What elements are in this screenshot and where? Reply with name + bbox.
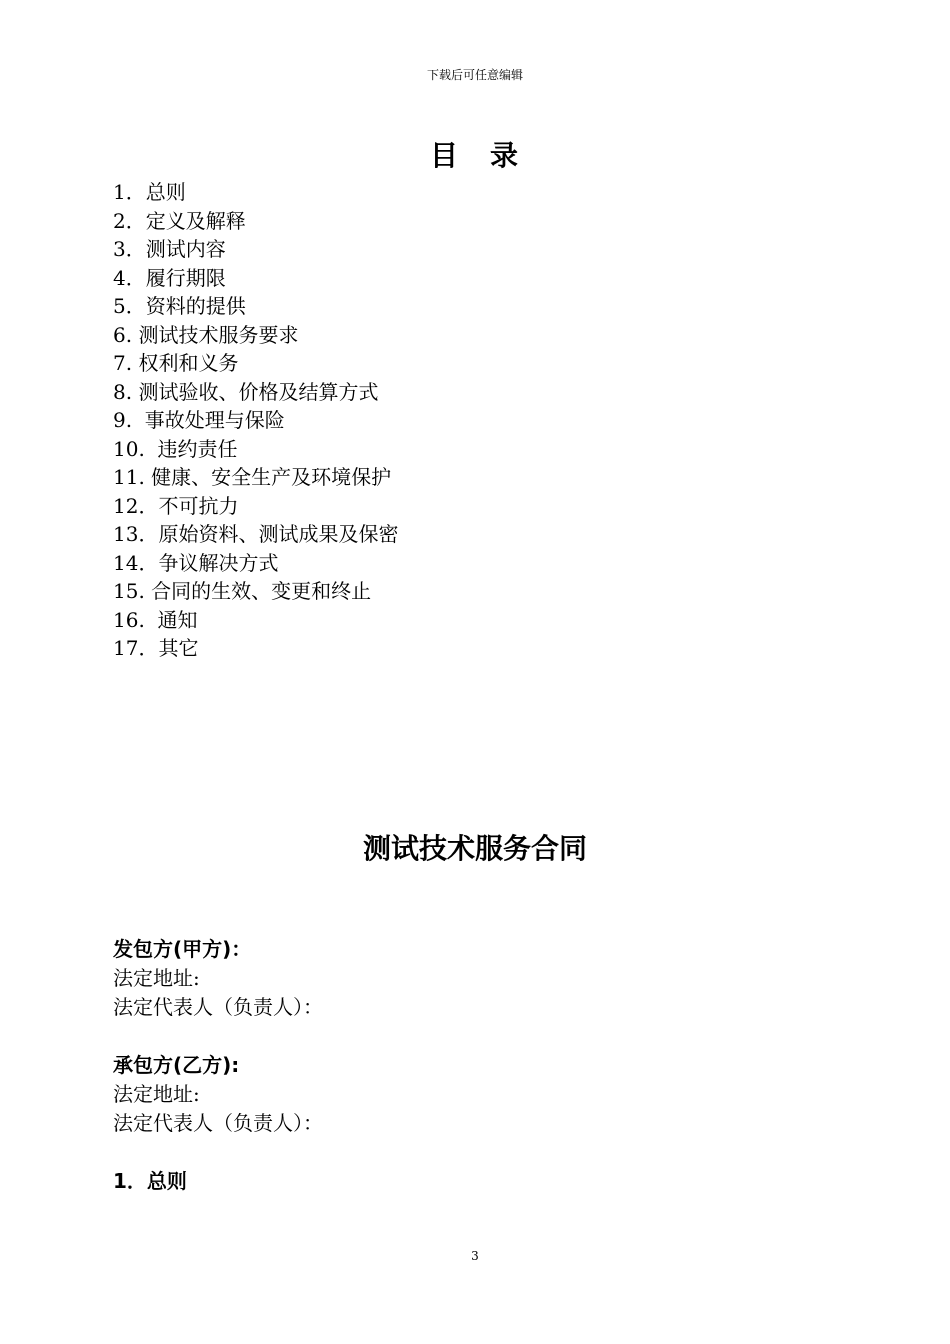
contract-title: 测试技术服务合同 bbox=[362, 832, 587, 865]
toc-item: 9. 事故处理与保险 bbox=[113, 408, 285, 432]
toc-item: 14．争议解决方式 bbox=[113, 550, 279, 575]
toc-item: 5．资料的提供 bbox=[113, 294, 246, 318]
toc-item: 4．履行期限 bbox=[113, 265, 226, 290]
page-number: 3 bbox=[471, 1249, 479, 1263]
toc-item: 17．其它 bbox=[113, 636, 199, 660]
header-note: 下载后可任意编辑 bbox=[426, 68, 523, 82]
toc-item: 6. 测试技术服务要求 bbox=[113, 322, 299, 347]
toc-item: 3．测试内容 bbox=[113, 237, 226, 261]
toc-item: 12．不可抗力 bbox=[113, 493, 239, 518]
party-b-address: 法定地址: bbox=[113, 1082, 200, 1106]
toc-item: 10. 违约责任 bbox=[113, 436, 238, 461]
party-b-label: 承包方(乙方): bbox=[113, 1053, 240, 1077]
party-a-label: 发包方(甲方)： bbox=[113, 937, 252, 961]
toc-item: 7. 权利和义务 bbox=[113, 351, 239, 375]
toc-list bbox=[113, 178, 398, 663]
section-heading-general: 1．总则 bbox=[113, 1169, 187, 1193]
toc-item: 8. 测试验收、价格及结算方式 bbox=[113, 379, 379, 404]
party-a-representative: 法定代表人（负责人）： bbox=[113, 995, 323, 1019]
party-b-block bbox=[113, 1051, 323, 1138]
toc-item: 2．定义及解释 bbox=[113, 208, 246, 233]
toc-item: 16. 通知 bbox=[113, 607, 198, 632]
toc-item: 11. 健康、安全生产及环境保护 bbox=[113, 465, 392, 489]
party-a-block bbox=[113, 935, 323, 1022]
toc-item: 13．原始资料、测试成果及保密 bbox=[113, 522, 399, 546]
party-a-address: 法定地址: bbox=[113, 966, 200, 990]
toc-item: 1．总则 bbox=[113, 180, 186, 204]
party-b-representative: 法定代表人（负责人）： bbox=[113, 1111, 323, 1135]
toc-title: 目 录 bbox=[429, 139, 520, 172]
toc-item: 15. 合同的生效、变更和终止 bbox=[113, 579, 372, 603]
